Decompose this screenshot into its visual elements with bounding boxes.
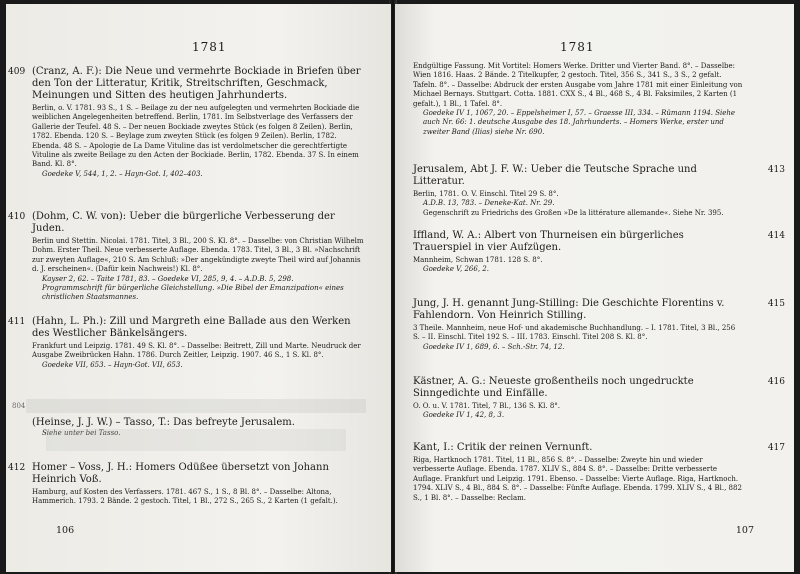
- entry-413: [413, 164, 785, 218]
- entry-416: [413, 376, 785, 421]
- right-page-year: 1781: [560, 40, 595, 54]
- entry-title: (Cranz, A. F.): Die Neue und vermehrte Bockiade in Briefen über den Ton der Litteratur, Kritik, Streitschriften, Geschmack, Meinungen und Sitten des heutigen Jahrhunderts.: [32, 66, 361, 101]
- entry-number: 417: [767, 443, 785, 453]
- entry-details: Berlin, 1781. O. V. Einschl. Titel 29 S. 8°.: [413, 190, 559, 198]
- entry-number: 413: [767, 165, 785, 175]
- entry-number: 412: [8, 463, 26, 473]
- entry-417: [413, 442, 785, 503]
- entry-references: A.D.B. 13, 783. – Deneke-Kat. Nr. 29.: [423, 199, 555, 208]
- entry-details: Frankfurt und Leipzig. 1781. 49 S. Kl. 8°. – Dasselbe: Beitrett, Zill und Marte. Neudruck der Ausgabe Zweibrücken Hahn. 1786. Durch Zeitler, Leipzig. 1907. 46 S., 1 S. Kl. 8°.: [32, 342, 361, 360]
- entry-title: (Hahn, L. Ph.): Zill und Margreth eine Ballade aus den Werken des Westlicher Bänkelsängers.: [32, 316, 351, 339]
- entry-details: Berlin, o. V. 1781. 93 S., 1 S. – Beilage zu der neu aufgelegten und vermehrten Bockiade die weiblichen Angelegenheiten betreffend. Berlin, 1781. Im Selbstverlage des Verfassers der Gallerie der Teufel. 48 S. – Der neuen Bockiade zweytes Stück (es folgen 8 Zeilen). Berlin, 1782. Ebenda. 120 S. – Beylage zum zweyten Stück (es folgen 9 Zeilen). Berlin, 1782. Ebenda. 48 S. – Apologie de La Dame Vituline das ist verdolmetscher die gerechtfertigte Vituline als zweite Beilage zu den Acten der Bockiade. Berlin, 1782. Ebenda. 37 S. In einem Band. Kl. 8°.: [32, 104, 360, 169]
- entry-number: 416: [767, 377, 785, 387]
- entry-411: [8, 316, 364, 370]
- entry-references: Goedeke VII, 653. – Hayn-Got. VII, 653.: [42, 360, 183, 369]
- entry-title: (Dohm, C. W. von): Ueber die bürgerliche Verbesserung der Juden.: [32, 211, 335, 234]
- entry-details: Hamburg, auf Kosten des Verfassers. 1781. 467 S., 1 S., 8 Bl. 8°. – Dasselbe: Altona, Hammerich. 1793. 2 Bände. 2 gestoch. Titel, 1 Bl., 272 S., 265 S., 2 Karten (1 gefalt.).: [32, 488, 338, 506]
- entry-details: 3 Theile. Mannheim, neue Hof- und akademische Buchhandlung. – I. 1781. Titel, 3 Bl., 256 S. – II. Einschl. Titel 192 S. – III. 1783. Einschl. Titel 208 S. Kl. 8°.: [413, 324, 736, 342]
- entry-references: Goedeke V, 544, 1, 2. – Hayn-Got. I, 402–403.: [42, 169, 203, 178]
- entry-415: [413, 298, 785, 352]
- entry-title: Kästner, A. G.: Neueste großentheils noch ungedruckte Sinngedichte und Einfälle.: [413, 376, 694, 399]
- entry-number: 415: [767, 299, 785, 309]
- entry-title: (Heinse, J. J. W.) – Tasso, T.: Das befreyte Jerusalem.: [32, 417, 295, 428]
- entry-references: Siehe unter bei Tasso.: [42, 429, 121, 437]
- entry-412-continuation: [413, 62, 743, 137]
- entry-details: Mannheim, Schwan 1781. 128 S. 8°.: [413, 256, 543, 264]
- entry-number: 411: [8, 317, 26, 327]
- entry-references: Kayser 2, 62. – Taite 1781, 83. – Goedeke VI, 285, 9, 4. – A.D.B. 5, 298.: [42, 274, 294, 283]
- entry-details: Riga, Hartknoch 1781. Titel, 11 Bl., 856 S. 8°. – Dasselbe: Zweyte hin und wieder verbesserte Auflage. Ebenda. 1787. XLIV S., 884 S. 8°. – Dasselbe: Dritte verbesserte Auflage. Frankfurt und Leipzig. 1791. Ebenso. – Dasselbe: Vierte Auflage. Riga, Hartknoch. 1794. XLIV S., 4 Bl., 884 S. 8°. – Dasselbe: Fünfte Auflage. Ebenda. 1799. XLIV S., 4 Bl., 882 S., 1 Bl. 8°. – Dasselbe: Reclam.: [413, 456, 742, 502]
- entry-references: Goedeke V, 266, 2.: [423, 265, 489, 274]
- entry-references: Goedeke IV 1, 42, 8, 3.: [423, 411, 505, 420]
- entry-title: Homer – Voss, J. H.: Homers Odüßee übersetzt von Johann Heinrich Voß.: [32, 462, 329, 485]
- left-page-number: 106: [56, 525, 75, 536]
- entry-410: [8, 211, 364, 303]
- right-page: [395, 4, 794, 572]
- entry-references: Goedeke IV 1, 689, 6. – Sch.-Str. 74, 12.: [423, 342, 565, 351]
- entry-references: Goedeke IV 1, 1067, 20. – Eppelsheimer I, 57. – Graesse III, 334. – Rümann 1194. Siehe auch Nr. 66: 1. deutsche Ausgabe des 18. Jahrhunderts. – Homers Werke, erster und zweiter Band (Ilias) siehe Nr. 690.: [423, 109, 736, 136]
- entry-414: [413, 230, 785, 275]
- entry-title: Kant, I.: Critik der reinen Vernunft.: [413, 442, 593, 453]
- entry-details: Endgültige Fassung. Mit Vortitel: Homers Werke. Dritter und Vierter Band. 8°. – Dasselbe: Wien 1816. Haas. 2 Bände. 2 Titelkupfer, 2 gestoch. Titel, 356 S., 341 S., 3 S., 2 gefalt. Tafeln. 8°. – Dasselbe: Abdruck der ersten Ausgabe vom Jahre 1781 mit einer Einleitung von Michael Bernays. Stuttgart. Cotta. 1881. CXX S., 4 Bl., 468 S., 4 Bl. Faksimiles, 2 Karten (1 gefalt.), 1 Bl., 1 Tafel. 8°.: [413, 62, 743, 108]
- entry-number: 409: [8, 67, 26, 77]
- right-page-number: 107: [735, 525, 754, 536]
- entry-number: 414: [767, 231, 785, 241]
- entry-412: [8, 462, 364, 507]
- entry-title: Iffland, W. A.: Albert von Thurneisen ein bürgerliches Trauerspiel in vier Aufzügen.: [413, 230, 684, 253]
- entry-409: [8, 66, 364, 179]
- entry-heinse: [32, 417, 364, 438]
- entry-note: Programmschrift für bürgerliche Gleichstellung. »Die Bibel der Emanzipation« eines christlichen Staatsmannes.: [42, 284, 344, 302]
- left-page-year: 1781: [192, 40, 227, 54]
- entry-details: O. O. u. V. 1781. Titel, 7 Bl., 136 S. Kl. 8°.: [413, 402, 561, 410]
- left-page: [6, 4, 391, 572]
- entry-note: Gegenschrift zu Friedrichs des Großen »De la littérature allemande«. Siehe Nr. 395.: [423, 208, 724, 217]
- entry-title: Jung, J. H. genannt Jung-Stilling: Die Geschichte Florentins v. Fahlendorn. Von Heinrich Stilling.: [413, 298, 725, 321]
- entry-title: Jerusalem, Abt J. F. W.: Ueber die Teutsche Sprache und Litteratur.: [413, 164, 697, 187]
- margin-number: 804: [12, 402, 26, 410]
- entry-number: 410: [8, 212, 26, 222]
- entry-details: Berlin und Stettin. Nicolai. 1781. Titel, 3 Bl., 200 S. Kl. 8°. – Dasselbe: von Christian Wilhelm Dohm. Erster Theil. Neue verbesserte Auflage. Ebenda. 1783. Titel, 3 Bl., 3 Bl. »Nachschrift zur zweyten Auflage«, 210 S. Am Schluß: »Der angekündigte zweyte Theil wird auf Johannis d. J. erscheinen«. (Dafür kein Nachweis!) Kl. 8°.: [32, 237, 364, 274]
